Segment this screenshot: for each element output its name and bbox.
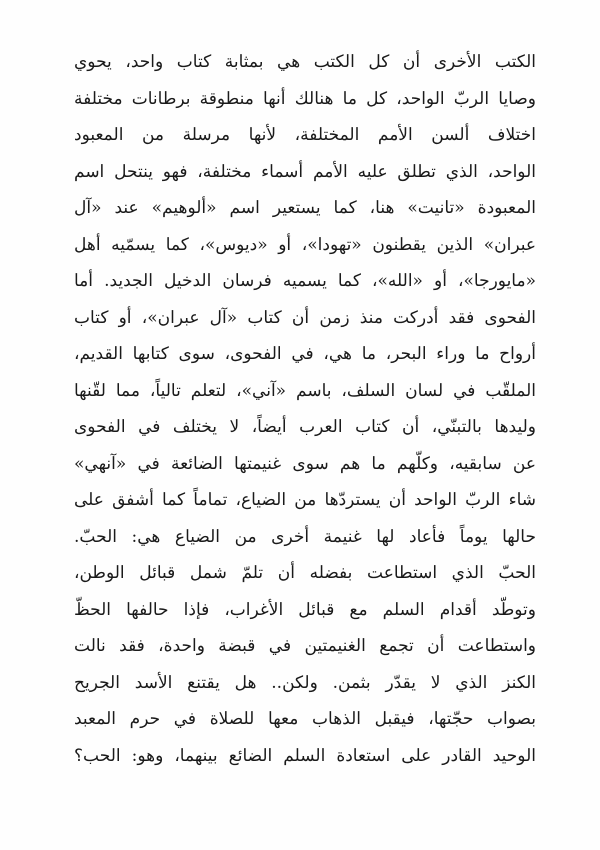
text-line: الوحيد القادر على استعادة السلم الضائع بينهما، وهو: الحب؟ <box>74 745 536 766</box>
text-line: شاء الربّ الواحد أن يستردّها من الضياع، تماماً كما أشفق على <box>74 490 536 510</box>
text-line: عن سابقيه، وكلّهم ما هم سوى غنيمتها الضائعة في «آنهي» <box>74 453 536 474</box>
text-line: الملقّب في لسان السلف، باسم «آني»، لتعلم تالياً، مما لقّنها <box>74 380 536 401</box>
text-line: واستطاعت أن تجمع الغنيمتين في قبضة واحدة، فقد نالت <box>74 636 536 656</box>
text-line: الكتب الأخرى أن كل الكتب هي بمثابة كتاب واحد، يحوي <box>74 52 536 72</box>
body-text <box>74 44 536 774</box>
text-line: الفحوى فقد أدركت منذ زمن أن كتاب «آل عبران»، أو كتاب <box>74 307 536 328</box>
text-line: عبران» الذين يقطنون «تهودا»، أو «ديوس»، كما يسمّيه أهل <box>74 234 536 255</box>
text-line: وتوطّد أقدام السلم مع قبائل الأغراب، فإذا حالفها الحظّ <box>74 599 536 620</box>
text-line: «مايورجا»، أو «الله»، كما يسميه فرسان الدخيل الجديد. أما <box>74 271 536 291</box>
text-line: المعبودة «تانيت» هنا، كما يستعير اسم «ألوهيم» عند «آل <box>74 198 536 218</box>
text-line: أرواح ما وراء البحر، ما هي، في الفحوى، سوى كتابها القديم، <box>74 344 536 364</box>
text-line: الواحد، الذي تطلق عليه الأمم أسماء مختلفة، فهو ينتحل اسم <box>74 161 536 182</box>
text-line: اختلاف ألسن الأمم المختلفة، لأنها مرسلة من المعبود <box>74 125 536 145</box>
text-line: وصايا الربّ الواحد، كل ما هنالك أنها منطوقة برطانات مختلفة <box>74 88 536 109</box>
text-line: الحبّ الذي استطاعت بفضله أن تلمّ شمل قبائل الوطن، <box>74 563 536 583</box>
text-line: وليدها بالتبنّي، أن كتاب العرب أيضاً، لا يختلف في الفحوى <box>74 417 536 437</box>
text-line: حالها يوماً فأعاد لها غنيمة أخرى من الضياع هي: الحبّ. <box>74 526 536 547</box>
text-line: بصواب حجّتها، فيقبل الذهاب معها للصلاة في حرم المعبد <box>74 709 536 729</box>
text-line: الكنز الذي لا يقدّر بثمن. ولكن.. هل يقتنع الأسد الجريح <box>74 672 536 693</box>
